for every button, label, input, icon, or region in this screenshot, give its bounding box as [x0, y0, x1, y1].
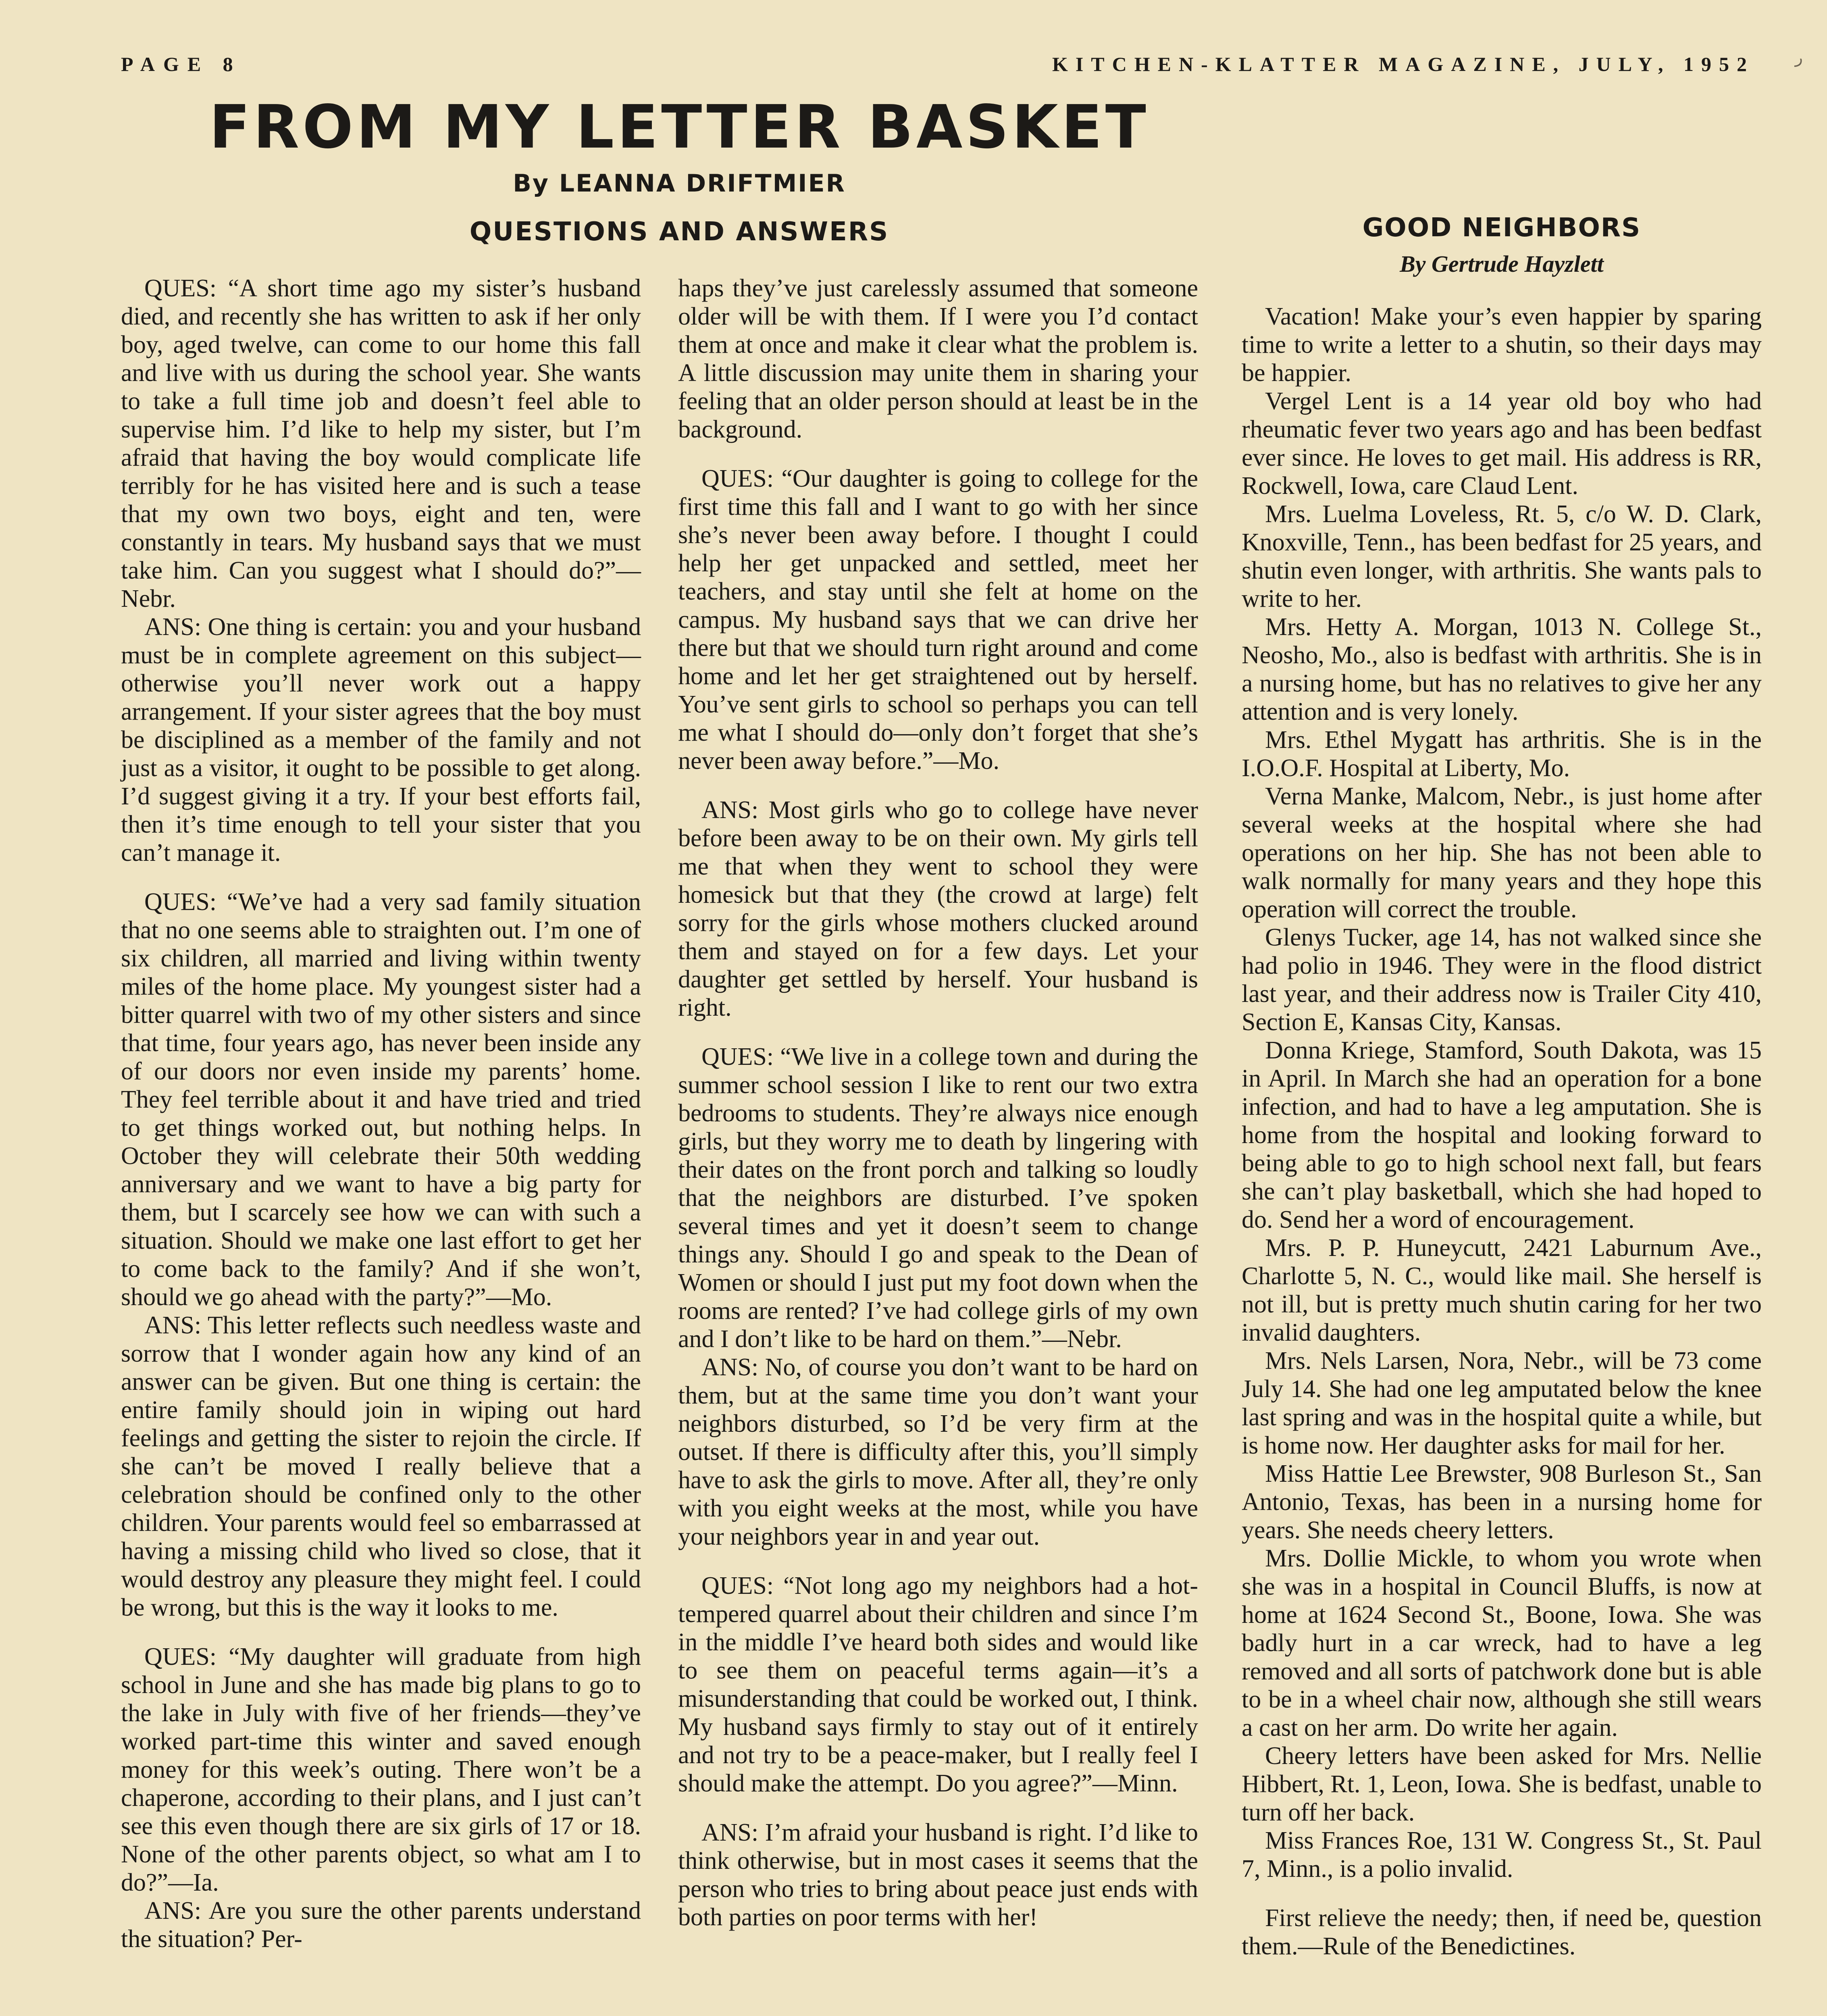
sidebar-paragraph: Mrs. Hetty A. Morgan, 1013 N. College St., Neosho, Mo., also is bedfast with arthritis. She is in a nursing home, but has no relatives to give her any attention and is very lonely. [1242, 613, 1762, 725]
sidebar-title: GOOD NEIGHBORS [1362, 213, 1641, 243]
column-1 [121, 274, 641, 1953]
sidebar-paragraph: Donna Kriege, Stamford, South Dakota, was 15 in April. In March she had an operation for a bone infection, and had to have a leg amputation. She is home from the hospital and looking forward to being able to go to high school next fall, but fears she can’t play basketball, which she had hoped to do. Send her a word of encouragement. [1242, 1037, 1762, 1233]
answer-paragraph: ANS: No, of course you don’t want to be hard on them, but at the same time you don’t want your neighbors disturbed, so I’d be very firm at the outset. If there is difficulty after this, you’ll simply have to ask the girls to move. After all, they’re only with you eight weeks at the most, while you have your neighbors year in and year out. [678, 1354, 1198, 1550]
question-paragraph: QUES: “My daughter will graduate from high school in June and she has made big plans to go to the lake in July with five of her friends—they’ve worked part-time this winter and saved enough money for this week’s outing. There won’t be a chaperone, according to their plans, and I just can’t see this even though there are six girls of 17 or 18. None of the other parents object, so what am I to do?”—Ia. [121, 1643, 641, 1896]
question-paragraph: QUES: “Our daughter is going to college for the first time this fall and I want to go with her since she’s never been away before. I thought I could help her get unpacked and settled, meet her teachers, and stay until she felt at home on the campus. My husband says that we can drive her there but that we should turn right around and come home and let her get straightened out by herself. You’ve sent girls to school so perhaps you can tell me what I should do—only don’t forget that she’s never been away before.”—Mo. [678, 465, 1198, 775]
answer-paragraph: ANS: I’m afraid your husband is right. I’d like to think otherwise, but in most cases it seems that the person who tries to bring about peace just ends with both parties on poor terms with her! [678, 1819, 1198, 1931]
page-number: PAGE 8 [121, 53, 241, 75]
feature-byline: By LEANNA DRIFTMIER [513, 169, 846, 198]
sidebar-paragraph: Vergel Lent is a 14 year old boy who had rheumatic fever two years ago and has been bedfast ever since. He loves to get mail. His address is RR, Rockwell, Iowa, care Claud Lent. [1242, 387, 1762, 500]
sidebar-paragraph: Mrs. Nels Larsen, Nora, Nebr., will be 73 come July 14. She had one leg amputated below the knee last spring and was in the hospital quite a while, but is home now. Her daughter asks for mail for her. [1242, 1347, 1762, 1459]
answer-paragraph: ANS: This letter reflects such needless waste and sorrow that I wonder again how any kind of an answer can be given. But one thing is certain: the entire family should join in wiping out hard feelings and getting the sister to rejoin the circle. If she can’t be moved I really believe that a celebration should be confined only to the other children. Your parents would feel so embarrassed at having a missing child who lived so close, that it would destroy any pleasure they might feel. I could be wrong, but this is the way it looks to me. [121, 1312, 641, 1621]
answer-paragraph: ANS: Most girls who go to college have never before been away to be on their own. My girls tell me that when they went to school they were homesick but that they (the crowd at large) felt sorry for the girls whose mothers clucked around them and stayed on for a few days. Let your daughter get settled by herself. Your husband is right. [678, 796, 1198, 1021]
question-paragraph: QUES: “Not long ago my neighbors had a hot-tempered quarrel about their children and since I’m in the middle I’ve heard both sides and would like to see them on peaceful terms again—it’s a misunderstanding that could be worked out, I think. My husband says firmly to stay out of it entirely and not try to be a peace-maker, but I really feel I should make the attempt. Do you agree?”—Minn. [678, 1572, 1198, 1797]
sidebar-paragraph: Mrs. P. P. Huneycutt, 2421 Laburnum Ave., Charlotte 5, N. C., would like mail. She herself is not ill, but is pretty much shutin caring for her two invalid daughters. [1242, 1234, 1762, 1346]
sidebar-byline: By Gertrude Hayzlett [1400, 251, 1604, 277]
feature-masthead [121, 89, 1238, 250]
feature-title: FROM MY LETTER BASKET [209, 92, 1149, 162]
sidebar-paragraph: Mrs. Luelma Loveless, Rt. 5, c/o W. D. Clark, Knoxville, Tenn., has been bedfast for 25 years, and shutin even longer, with arthritis. She wants pals to write to her. [1242, 500, 1762, 612]
sidebar-paragraph: Vacation! Make your’s even happier by sparing time to write a letter to a shutin, so their days may be happier. [1242, 303, 1762, 387]
sidebar-paragraph: Miss Hattie Lee Brewster, 908 Burleson St., San Antonio, Texas, has been in a nursing home for years. She needs cheery letters. [1242, 1460, 1762, 1544]
section-heading: QUESTIONS AND ANSWERS [469, 217, 889, 247]
answer-paragraph: ANS: One thing is certain: you and your husband must be in complete agreement on this subject—otherwise you’ll never work out a happy arrangement. If your sister agrees that the boy must be disciplined as a member of the family and not just as a visitor, it ought to be possible to get along. I’d suggest giving it a try. If your best efforts fail, then it’s time enough to tell your sister that you can’t manage it. [121, 613, 641, 866]
question-paragraph: QUES: “We live in a college town and during the summer school session I like to rent our two extra bedrooms to students. They’re always nice enough girls, but they worry me to death by lingering with their dates on the front porch and talking so loudly that the neighbors are disturbed. I’ve spoken several times and yet it doesn’t seem to change things any. Should I go and speak to the Dean of Women or should I just put my foot down when the rooms are rented? I’ve had college girls of my own and I don’t like to be hard on them.”—Nebr. [678, 1043, 1198, 1353]
column-2 [678, 274, 1198, 1931]
sidebar-paragraph: Verna Manke, Malcom, Nebr., is just home after several weeks at the hospital where she had operations on her hip. She has not been able to walk normally for many years and they hope this operation will correct the trouble. [1242, 783, 1762, 923]
running-head [121, 52, 1754, 85]
answer-paragraph: ANS: Are you sure the other parents understand the situation? Per- [121, 1897, 641, 1953]
sidebar-paragraph: Cheery letters have been asked for Mrs. Nellie Hibbert, Rt. 1, Leon, Iowa. She is bedfast, unable to turn off her back. [1242, 1742, 1762, 1826]
corner-mark: ر [1795, 48, 1803, 67]
answer-continuation: haps they’ve just carelessly assumed that someone older will be with them. If I were you I’d contact them at once and make it clear what the problem is. A little discussion may unite them in sharing your feeling that an older person should at least be in the background. [678, 275, 1198, 443]
magazine-issue: KITCHEN-KLATTER MAGAZINE, JULY, 1952 [1052, 53, 1754, 75]
sidebar-quote: First relieve the needy; then, if need be, question them.—Rule of the Benedictines. [1242, 1904, 1762, 1960]
sidebar-good-neighbors [1242, 210, 1762, 1960]
sidebar-paragraph: Miss Frances Roe, 131 W. Congress St., St. Paul 7, Minn., is a polio invalid. [1242, 1827, 1762, 1883]
sidebar-paragraph: Glenys Tucker, age 14, has not walked since she had polio in 1946. They were in the flood district last year, and their address now is Trailer City 410, Section E, Kansas City, Kansas. [1242, 924, 1762, 1036]
sidebar-paragraph: Mrs. Ethel Mygatt has arthritis. She is in the I.O.O.F. Hospital at Liberty, Mo. [1242, 726, 1762, 782]
sidebar-paragraph: Mrs. Dollie Mickle, to whom you wrote when she was in a hospital in Council Bluffs, is now at home at 1624 Second St., Boone, Iowa. She was badly hurt in a car wreck, had to have a leg removed and all sorts of patchwork done but is able to be in a wheel chair now, although she still wears a cast on her arm. Do write her again. [1242, 1545, 1762, 1741]
question-paragraph: QUES: “We’ve had a very sad family situation that no one seems able to straighten out. I’m one of six children, all married and living within twenty miles of the home place. My youngest sister had a bitter quarrel with two of my other sisters and since that time, four years ago, has never been inside any of our doors nor even inside my parents’ home. They feel terrible about it and have tried and tried to get things worked out, but nothing helps. In October they will celebrate their 50th wedding anniversary and we want to have a big party for them, but I scarcely see how we can with such a situation. Should we make one last effort to get her to come back to the family? And if she won’t, should we go ahead with the party?”—Mo. [121, 888, 641, 1311]
question-paragraph: QUES: “A short time ago my sister’s husband died, and recently she has written to ask if her only boy, aged twelve, can come to our home this fall and live with us during the school year. She wants to take a full time job and doesn’t feel able to supervise him. I’d like to help my sister, but I’m afraid that having the boy would complicate life terribly for he has visited here and is such a tease that my own two boys, eight and ten, were constantly in tears. My husband says that we must take him. Can you suggest what I should do?”—Nebr. [121, 275, 641, 612]
